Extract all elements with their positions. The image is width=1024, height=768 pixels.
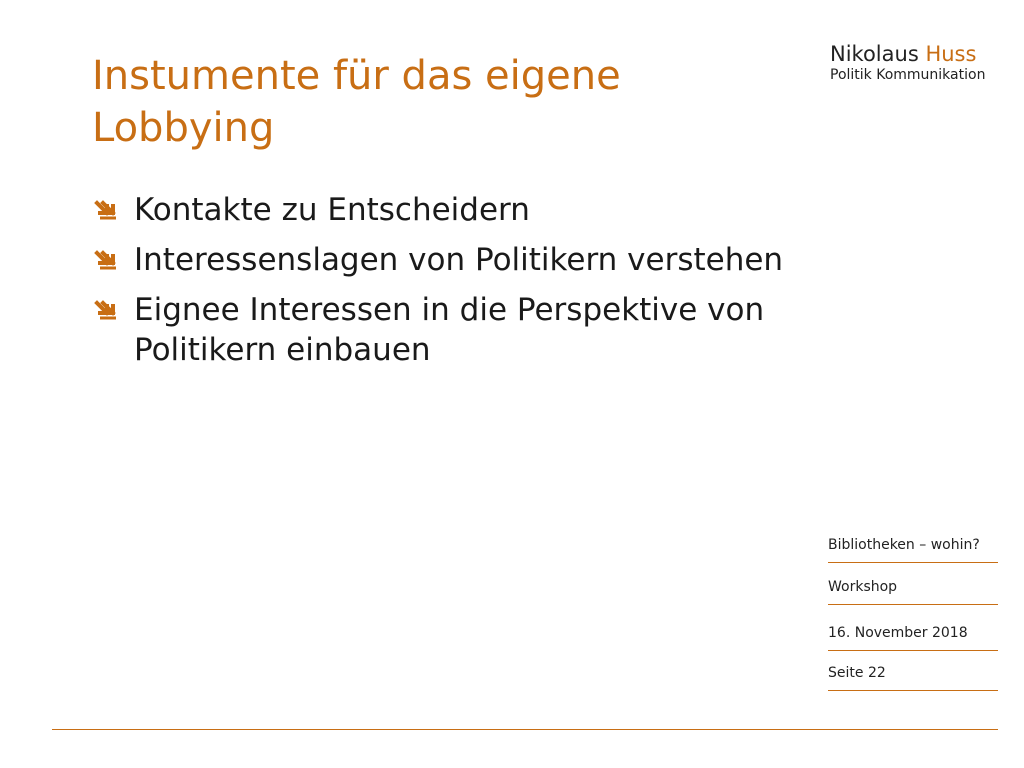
meta-page-number: Seite 22 — [828, 664, 998, 691]
slide-title: Instumente für das eigene Lobbying — [92, 53, 621, 151]
bullet-text: Kontakte zu Entscheidern — [134, 192, 530, 228]
arrow-down-right-icon — [94, 198, 122, 224]
bullet-text: Interessenslagen von Politikern verstehen — [134, 242, 784, 278]
brand-first-name: Nikolaus — [830, 42, 919, 66]
bullet-item — [92, 240, 792, 280]
footer-divider — [52, 729, 998, 730]
meta-event: Bibliotheken – wohin? — [828, 536, 998, 563]
arrow-down-right-icon — [94, 298, 122, 324]
bullet-list — [92, 190, 792, 380]
brand-name — [830, 42, 1010, 66]
bullet-text: Eignee Interessen in die Perspektive von Politikern einbauen — [134, 292, 765, 368]
meta-type: Workshop — [828, 578, 998, 605]
bullet-item — [92, 190, 792, 230]
brand-subtitle: Politik Kommunikation — [830, 67, 986, 83]
meta-date: 16. November 2018 — [828, 624, 998, 651]
arrow-down-right-icon — [94, 248, 122, 274]
brand-last-name: Huss — [925, 42, 977, 66]
brand-logo — [830, 42, 1010, 84]
bullet-item — [92, 290, 792, 370]
